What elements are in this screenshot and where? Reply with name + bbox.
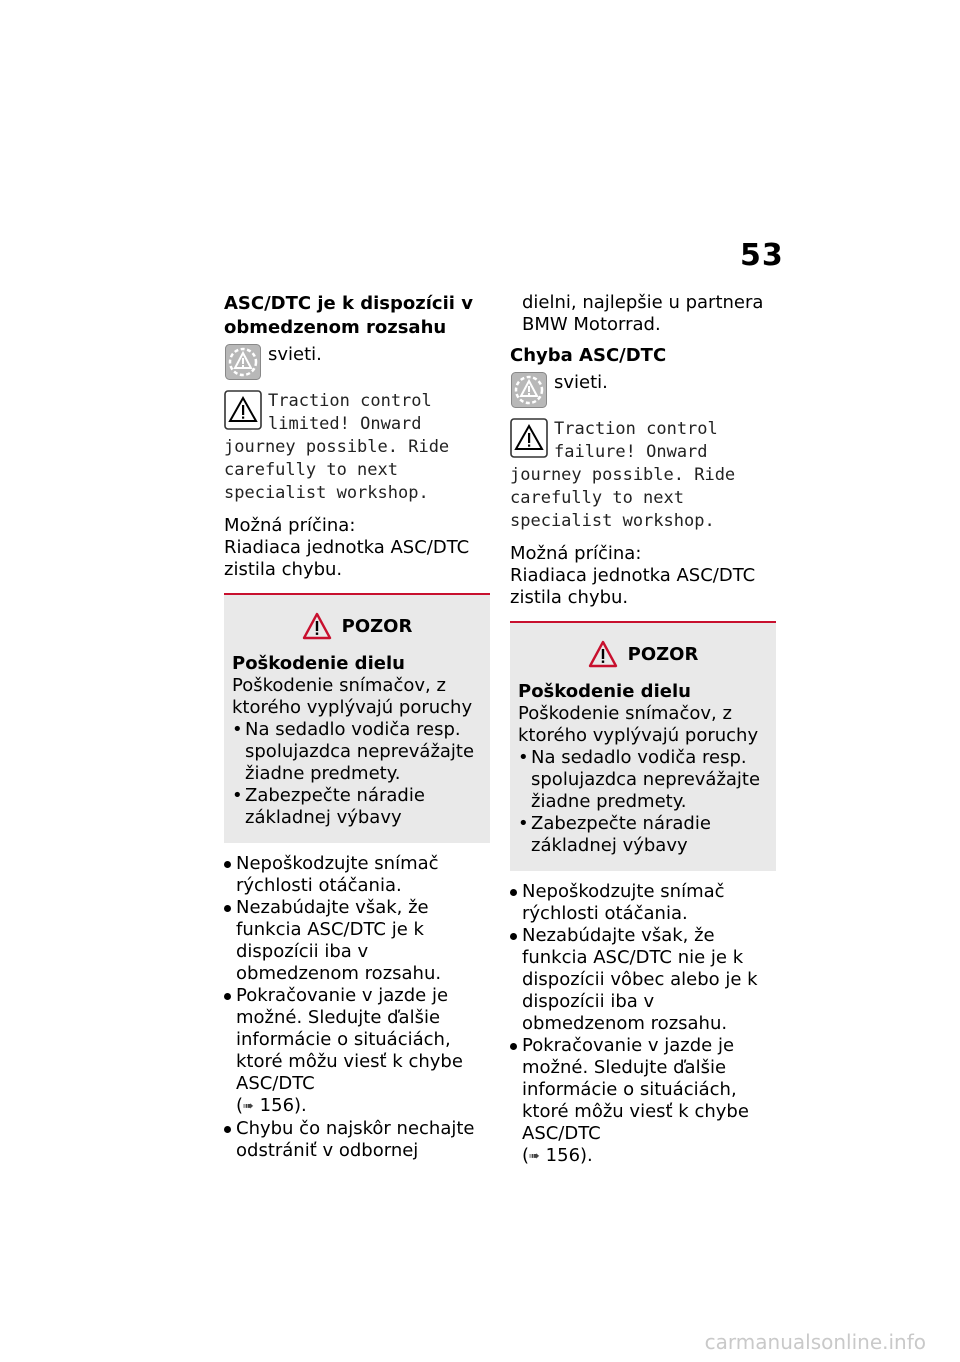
traction-indicator-icon	[510, 372, 548, 408]
section-heading: Chyba ASC/DTC	[510, 345, 667, 366]
cause-label: Možná príčina:	[224, 515, 356, 536]
ref-open: (	[522, 1145, 530, 1166]
continuation-text: dielni, najlepšie u partnera BMW Motorrad.	[522, 292, 764, 335]
caution-box	[510, 623, 776, 871]
instruction-list	[224, 853, 490, 1162]
cause-label: Možná príčina:	[510, 543, 642, 564]
page-number: 53	[740, 238, 784, 273]
caution-item: • Zabezpečte náradie základnej výbavy	[518, 813, 768, 857]
caution-triangle-icon	[588, 640, 618, 668]
section-heading: ASC/DTC je k dispozícii v obmedzenom rozsahu	[224, 293, 473, 338]
cause-text: Riadiaca jednotka ASC/DTC zistila chybu.	[510, 565, 756, 608]
instruction-item: Nezabúdajte však, že funkcia ASC/DTC nie je k dispozícii vôbec alebo je k dispozícii iba v obmedzenom rozsahu.	[510, 925, 776, 1035]
instruction-item	[224, 985, 490, 1118]
caution-description: Poškodenie snímačov, z ktorého vyplývajú poruchy	[232, 675, 473, 718]
page-reference-arrow-icon: ➠	[243, 1099, 254, 1114]
indicator-row	[510, 372, 776, 408]
caution-header	[232, 609, 482, 643]
caution-header	[518, 637, 768, 671]
indicator-text: svieti.	[268, 344, 322, 365]
caution-triangle-icon	[302, 612, 332, 640]
display-message-block	[510, 418, 776, 533]
instruction-item: Nepoškodzujte snímač rýchlosti otáčania.	[510, 881, 776, 925]
display-message: Traction control failure! Onward journey possible. Ride carefully to next specialist workshop.	[510, 419, 736, 531]
cause-text: Riadiaca jednotka ASC/DTC zistila chybu.	[224, 537, 470, 580]
caution-list	[232, 719, 482, 829]
instruction-item: Chybu čo najskôr nechajte odstrániť v odbornej	[224, 1118, 490, 1162]
warning-triangle-icon	[510, 418, 548, 458]
display-message: Traction control limited! Onward journey possible. Ride carefully to next specialist workshop.	[224, 391, 450, 503]
caution-item: • Na sedadlo vodiča resp. spolujazdca neprevážajte žiadne predmety.	[518, 747, 768, 813]
instruction-item-text: Pokračovanie v jazde je možné. Sledujte ďalšie informácie o situáciách, ktoré môžu viesť k chybe ASC/DTC	[236, 985, 463, 1094]
left-column	[224, 292, 490, 1162]
watermark: carmanualsonline.info	[704, 1330, 926, 1354]
caution-item: • Zabezpečte náradie základnej výbavy	[232, 785, 482, 829]
caution-subtitle: Poškodenie dielu	[518, 681, 691, 702]
instruction-list	[510, 881, 776, 1168]
page-reference[interactable]: 156).	[259, 1095, 307, 1116]
caution-item: • Na sedadlo vodiča resp. spolujazdca neprevážajte žiadne predmety.	[232, 719, 482, 785]
page-reference-arrow-icon: ➠	[529, 1149, 540, 1164]
instruction-item-text: Pokračovanie v jazde je možné. Sledujte ďalšie informácie o situáciách, ktoré môžu viesť k chybe ASC/DTC	[522, 1035, 749, 1144]
ref-open: (	[236, 1095, 244, 1116]
page-reference[interactable]: 156).	[545, 1145, 593, 1166]
instruction-item	[510, 1035, 776, 1168]
caution-title: POZOR	[341, 615, 413, 637]
caution-list	[518, 747, 768, 857]
warning-triangle-icon	[224, 390, 262, 430]
right-column	[510, 292, 776, 1168]
caution-box	[224, 595, 490, 843]
display-message-block	[224, 390, 490, 505]
caution-description: Poškodenie snímačov, z ktorého vyplývajú poruchy	[518, 703, 759, 746]
indicator-text: svieti.	[554, 372, 608, 393]
indicator-row	[224, 344, 490, 380]
instruction-item: Nepoškodzujte snímač rýchlosti otáčania.	[224, 853, 490, 897]
caution-title: POZOR	[627, 643, 699, 665]
instruction-item: Nezabúdajte však, že funkcia ASC/DTC je k dispozícii iba v obmedzenom rozsahu.	[224, 897, 490, 985]
traction-indicator-icon	[224, 344, 262, 380]
caution-subtitle: Poškodenie dielu	[232, 653, 405, 674]
